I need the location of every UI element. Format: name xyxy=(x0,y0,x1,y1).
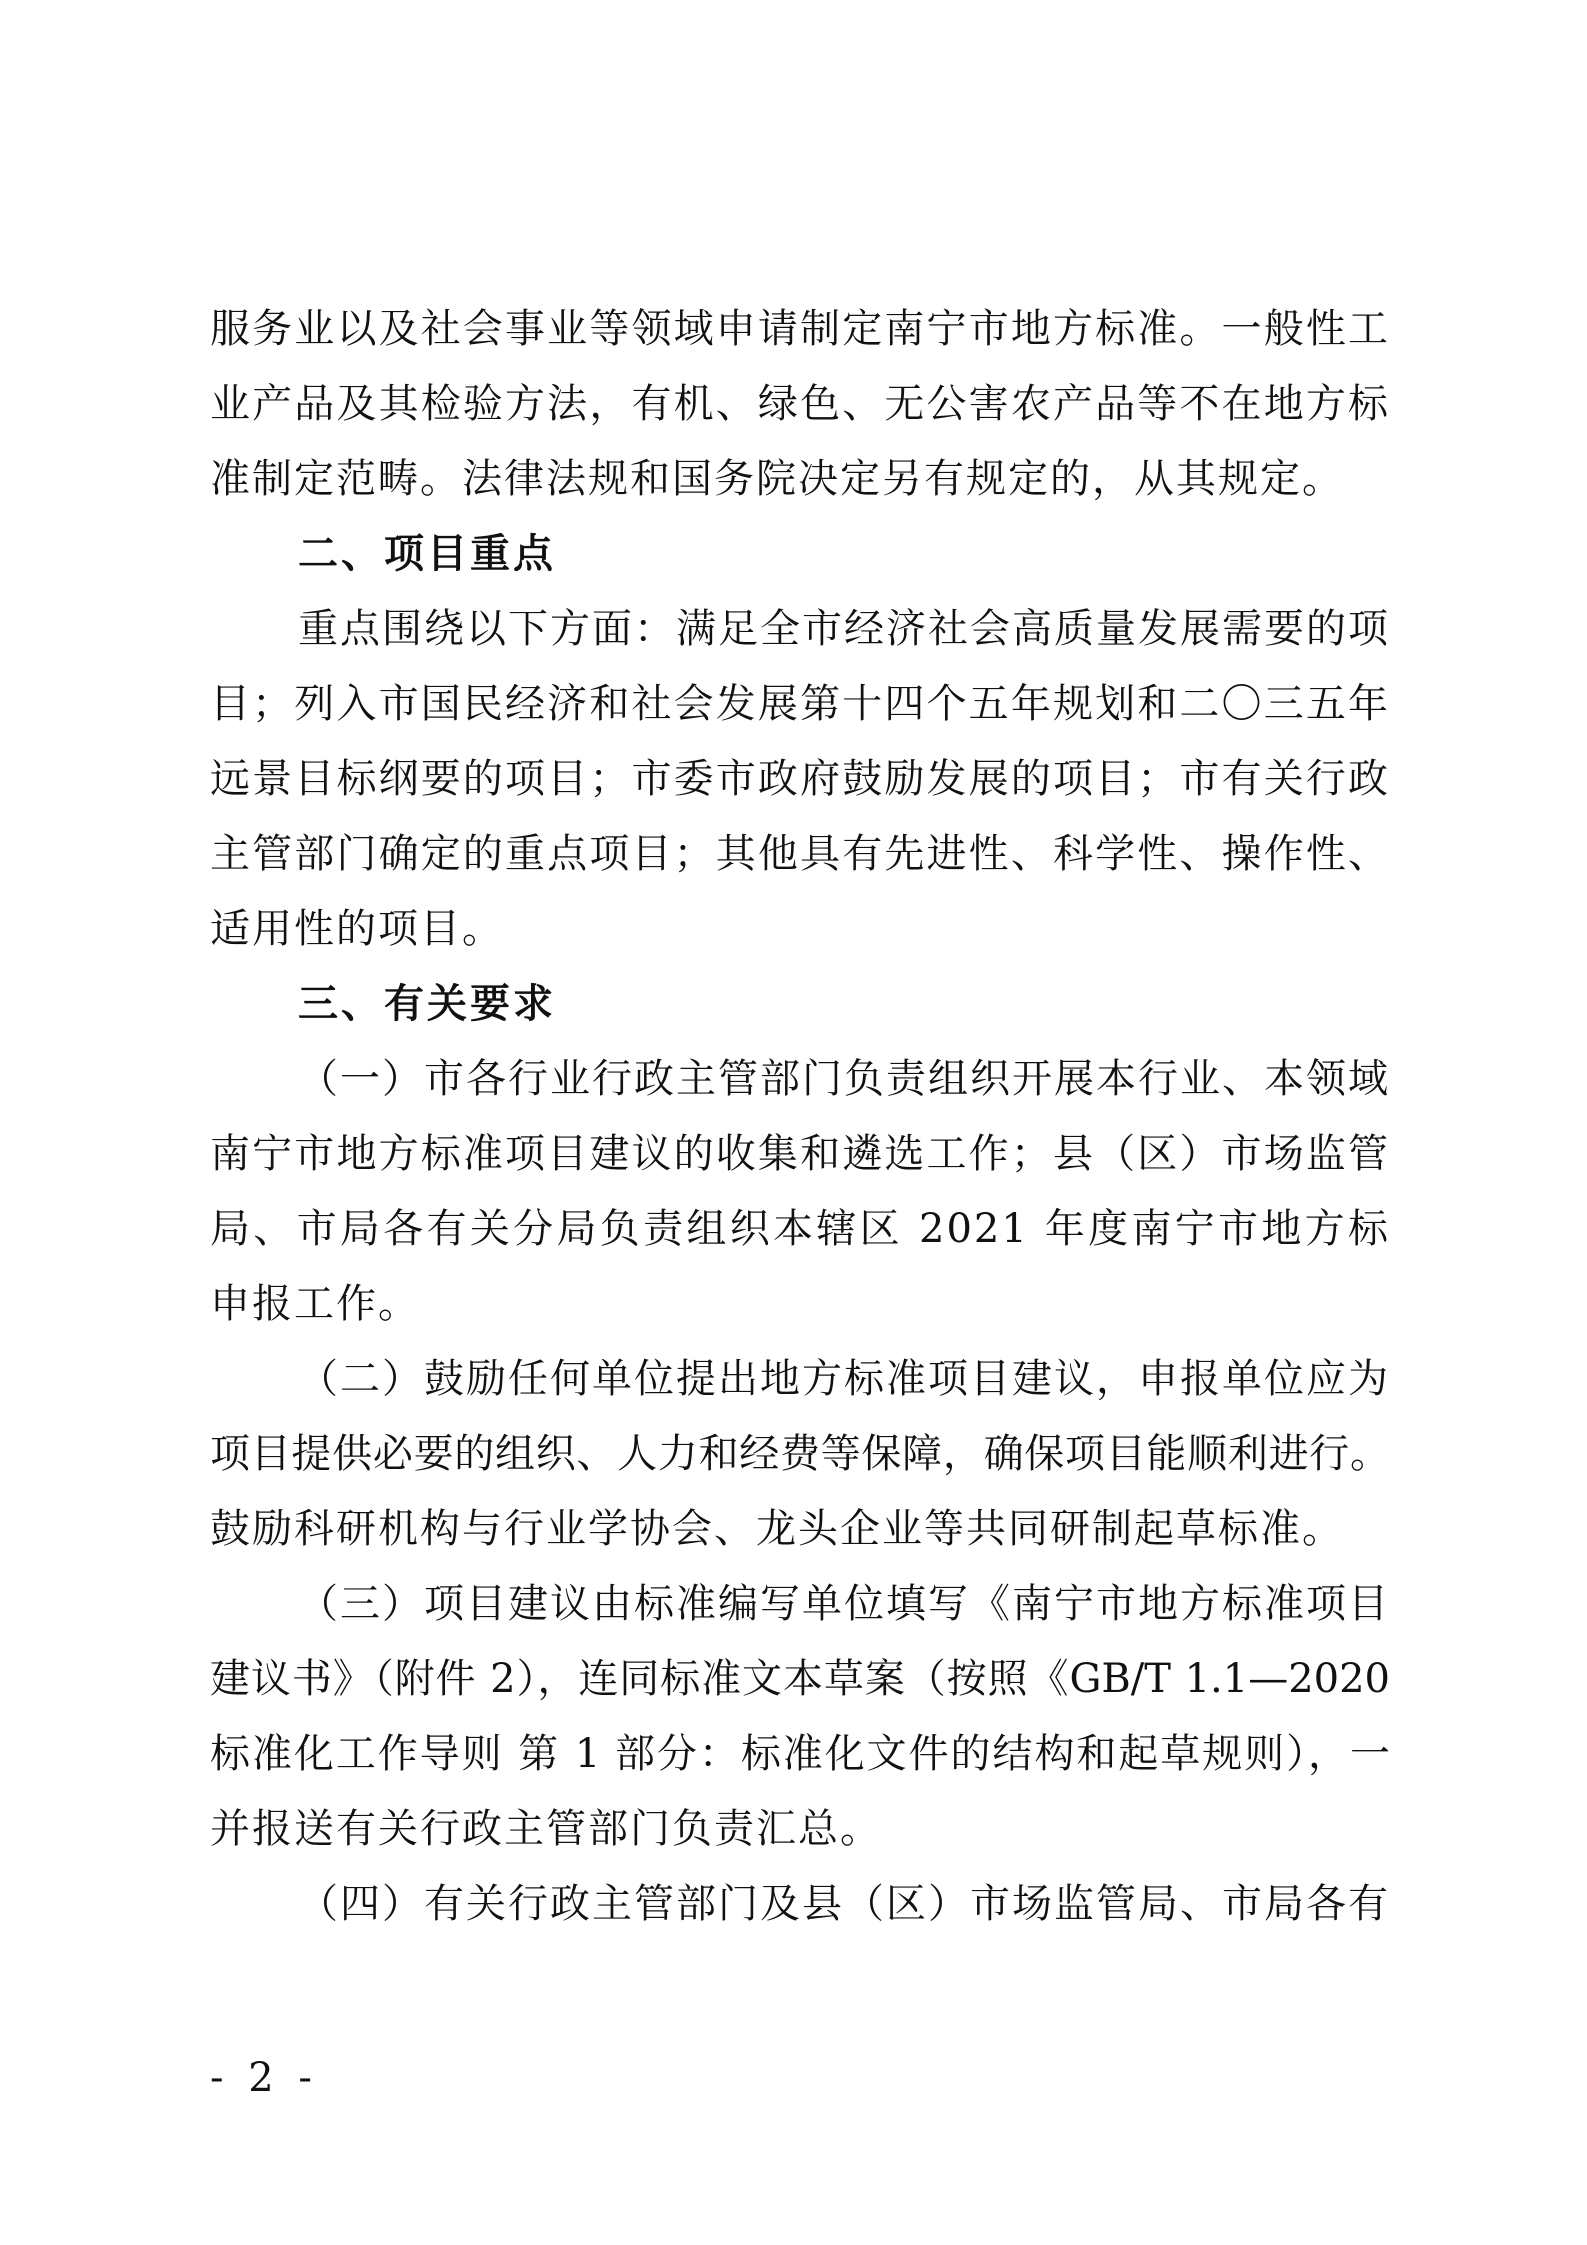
body-text-line: 业产品及其检验方法，有机、绿色、无公害农产品等不在地方标 xyxy=(210,381,1390,427)
body-text-line: 目；列入市国民经济和社会发展第十四个五年规划和二〇三五年 xyxy=(210,681,1390,727)
section-heading: 二、项目重点 xyxy=(298,531,556,577)
body-text-line: 服务业以及社会事业等领域申请制定南宁市地方标准。一般性工 xyxy=(210,306,1390,352)
body-text-line: （一）市各行业行政主管部门负责组织开展本行业、本领域 xyxy=(298,1056,1390,1102)
body-text-line: （三）项目建议由标准编写单位填写《南宁市地方标准项目 xyxy=(298,1581,1390,1627)
body-text-line: （四）有关行政主管部门及县（区）市场监管局、市局各有 xyxy=(298,1881,1390,1927)
body-text-line: 申报工作。 xyxy=(210,1281,420,1327)
body-text-line: 主管部门确定的重点项目；其他具有先进性、科学性、操作性、 xyxy=(210,831,1390,877)
body-text-line: 适用性的项目。 xyxy=(210,906,504,952)
body-text-line: 项目提供必要的组织、人力和经费等保障，确保项目能顺利进行。 xyxy=(210,1431,1390,1477)
body-text-line: 标准化工作导则 第 1 部分：标准化文件的结构和起草规则），一 xyxy=(210,1731,1390,1777)
body-text-line: 局、市局各有关分局负责组织本辖区 2021 年度南宁市地方标 xyxy=(210,1206,1390,1252)
body-text-line: 南宁市地方标准项目建议的收集和遴选工作；县（区）市场监管 xyxy=(210,1131,1390,1177)
page-number: - 2 - xyxy=(210,2055,318,2101)
section-heading: 三、有关要求 xyxy=(298,981,556,1027)
body-text-line: 远景目标纲要的项目；市委市政府鼓励发展的项目；市有关行政 xyxy=(210,756,1390,802)
body-text-line: 并报送有关行政主管部门负责汇总。 xyxy=(210,1806,882,1852)
body-text-line: （二）鼓励任何单位提出地方标准项目建议，申报单位应为 xyxy=(298,1356,1390,1402)
body-text-line: 准制定范畴。法律法规和国务院决定另有规定的，从其规定。 xyxy=(210,456,1344,502)
body-text-line: 鼓励科研机构与行业学协会、龙头企业等共同研制起草标准。 xyxy=(210,1506,1344,1552)
body-text-line: 建议书》（附件 2），连同标准文本草案（按照《GB/T 1.1—2020 xyxy=(210,1656,1390,1702)
body-text-line: 重点围绕以下方面：满足全市经济社会高质量发展需要的项 xyxy=(298,606,1390,652)
